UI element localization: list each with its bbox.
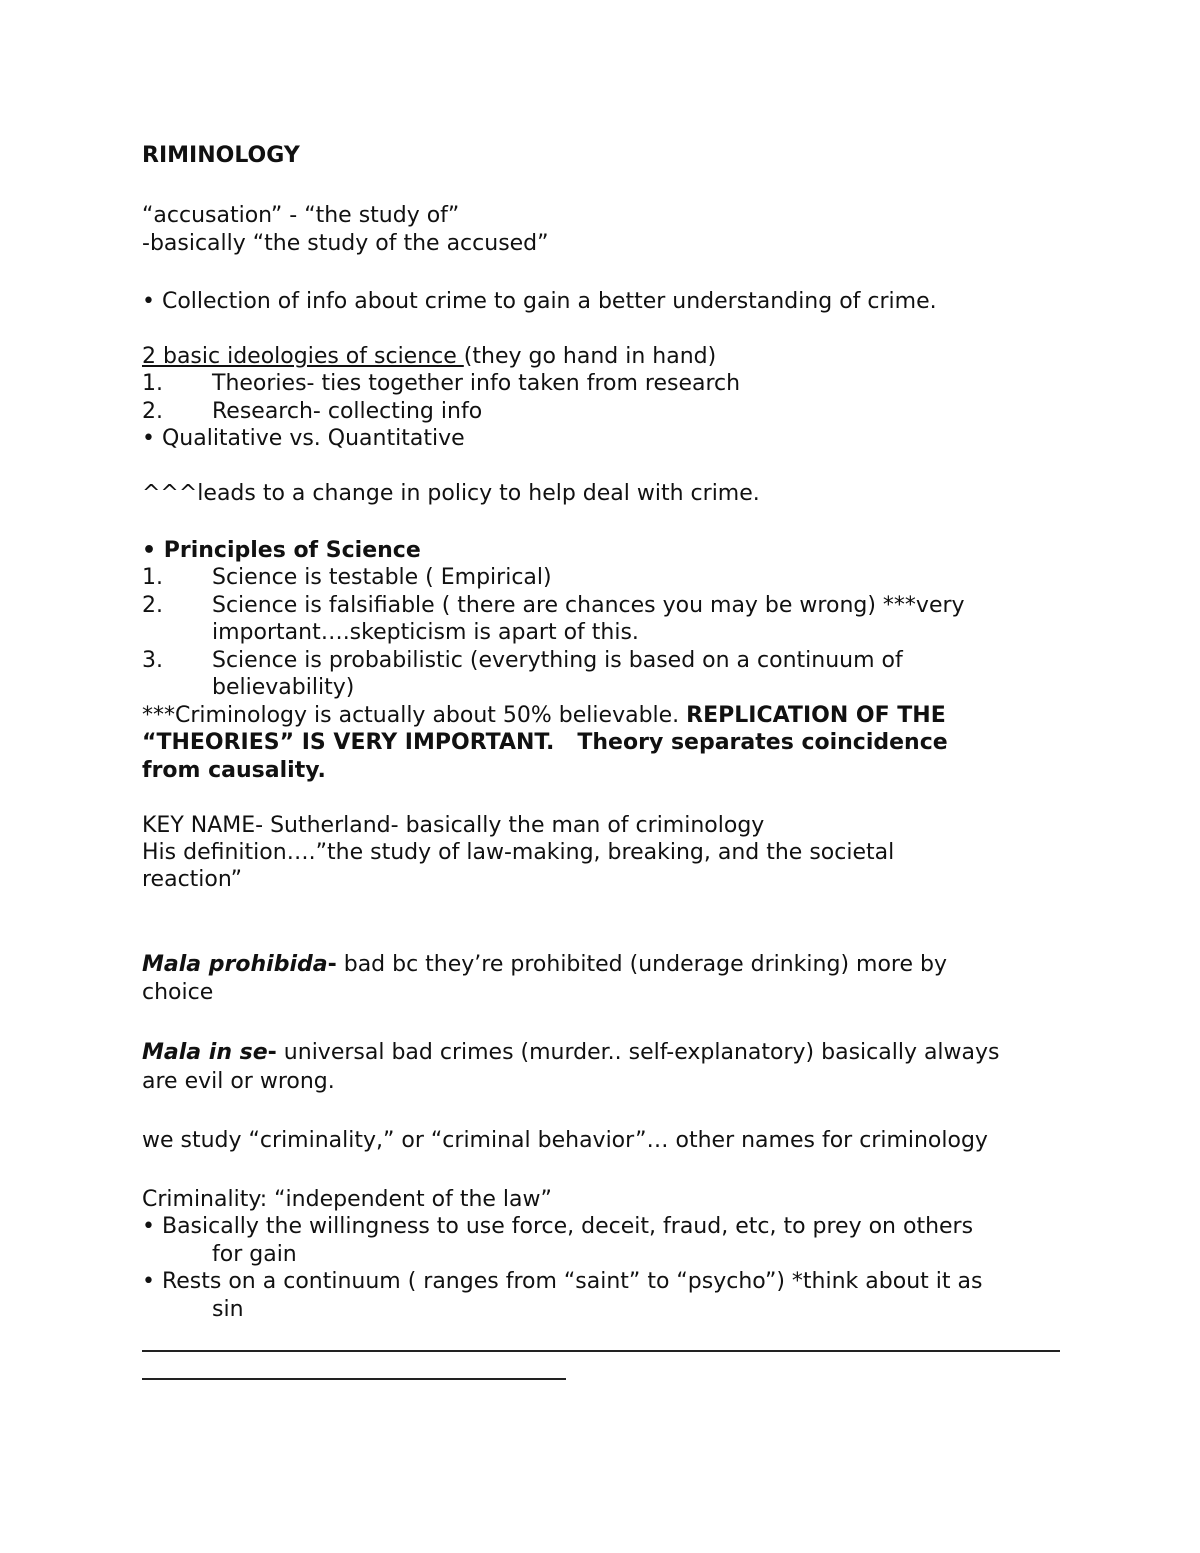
ideologies-heading-underlined: 2 basic ideologies of science (142, 344, 464, 369)
criminality-bullet-1: • Basically the willingness to use force, deceit, fraud, etc, to prey on others (142, 1214, 974, 1239)
definition-text: bad bc they’re prohibited (underage drinking) more by (336, 952, 947, 977)
criminality-bullet-1-cont: for gain (212, 1242, 297, 1267)
horizontal-rule-short (142, 1378, 566, 1380)
ideology-item-1 (142, 370, 1062, 398)
note-plain: ***Criminology is actually about 50% believable. (142, 703, 687, 728)
key-name-line-1: KEY NAME- Sutherland- basically the man of criminology (142, 813, 765, 838)
term-dash: - (267, 1040, 277, 1065)
list-number: 1. (142, 565, 163, 590)
list-text: Science is falsifiable ( there are chances you may be wrong) ***very (212, 593, 965, 618)
mala-in-se-line-2: are evil or wrong. (142, 1069, 335, 1094)
criminality-names-line: we study “criminality,” or “criminal behavior”… other names for criminology (142, 1128, 988, 1153)
collection-bullet: • Collection of info about crime to gain a better understanding of crime. (142, 289, 937, 314)
criminology-note-line-3: from causality. (142, 758, 326, 783)
qualitative-bullet: • Qualitative vs. Quantitative (142, 426, 465, 451)
list-number: 2. (142, 399, 163, 424)
document-title: RIMINOLOGY (142, 143, 300, 168)
mala-prohibida-line-2: choice (142, 980, 214, 1005)
etymology-line-2: -basically “the study of the accused” (142, 231, 549, 256)
criminality-bullet-2-cont: sin (212, 1297, 244, 1322)
horizontal-rule (142, 1350, 1060, 1352)
key-name-line-3: reaction” (142, 867, 243, 892)
ideology-item-2 (142, 398, 1062, 426)
term-dash: - (327, 952, 337, 977)
list-number: 2. (142, 593, 163, 618)
principle-item-3 (142, 647, 1062, 675)
list-text: Research- collecting info (212, 399, 483, 424)
principle-item-1 (142, 564, 1062, 592)
principle-item-3-cont: believability) (212, 675, 355, 700)
principle-item-2-cont: important….skepticism is apart of this. (212, 620, 639, 645)
ideologies-heading (142, 343, 716, 371)
list-text: Science is testable ( Empirical) (212, 565, 552, 590)
mala-in-se-line-1 (142, 1039, 1000, 1067)
principles-heading: • Principles of Science (142, 538, 421, 563)
list-number: 3. (142, 648, 163, 673)
policy-note: ^^^leads to a change in policy to help deal with crime. (142, 481, 760, 506)
criminality-heading: Criminality: “independent of the law” (142, 1187, 552, 1212)
list-number: 1. (142, 371, 163, 396)
term-mala-prohibida: Mala prohibida (142, 952, 328, 977)
list-text: Science is probabilistic (everything is based on a continuum of (212, 648, 903, 673)
ideologies-heading-rest: (they go hand in hand) (463, 344, 717, 369)
principle-item-2 (142, 592, 1062, 620)
key-name-line-2: His definition….”the study of law-making, breaking, and the societal (142, 840, 895, 865)
criminology-note-line-1 (142, 702, 946, 730)
etymology-line-1: “accusation” - “the study of” (142, 203, 460, 228)
term-mala-in-se: Mala in se (142, 1040, 268, 1065)
definition-text: universal bad crimes (murder.. self-explanatory) basically always (276, 1040, 1000, 1065)
mala-prohibida-line-1 (142, 951, 947, 979)
note-bold: REPLICATION OF THE (686, 703, 946, 728)
criminology-note-line-2: “THEORIES” IS VERY IMPORTANT. Theory separates coincidence (142, 730, 948, 755)
list-text: Theories- ties together info taken from research (212, 371, 741, 396)
criminality-bullet-2: • Rests on a continuum ( ranges from “saint” to “psycho”) *think about it as (142, 1269, 983, 1294)
